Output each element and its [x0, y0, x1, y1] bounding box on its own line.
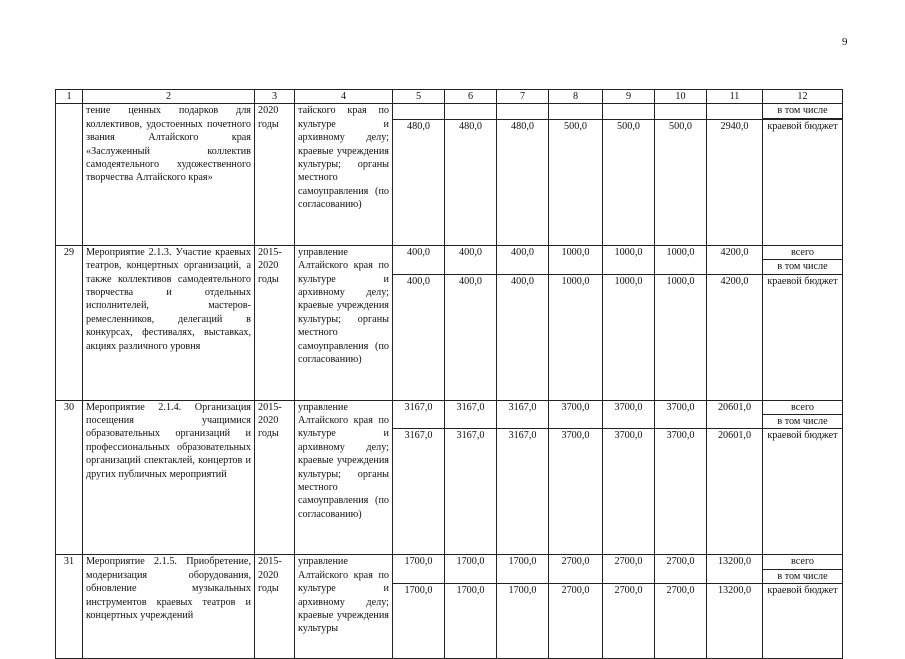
total-label: всего	[763, 555, 843, 569]
budget-value: 3700,0	[603, 429, 655, 555]
total-value	[707, 104, 763, 119]
budget-label: краевой бюджет	[763, 584, 843, 659]
budget-value: 3167,0	[497, 429, 549, 555]
total-value: 3700,0	[549, 400, 603, 429]
table-row	[56, 245, 843, 259]
budget-value: 500,0	[549, 119, 603, 245]
budget-value: 2700,0	[603, 584, 655, 659]
budget-value: 1000,0	[603, 274, 655, 400]
budget-value: 1000,0	[549, 274, 603, 400]
budget-label: краевой бюджет	[763, 429, 843, 555]
row-number: 31	[56, 555, 83, 659]
total-value: 2700,0	[603, 555, 655, 584]
budget-label: краевой бюджет	[763, 119, 843, 245]
total-value: 3167,0	[445, 400, 497, 429]
total-value: 1000,0	[655, 245, 707, 274]
column-number: 5	[393, 90, 445, 104]
activity-years: 2015-2020 годы	[255, 400, 295, 555]
budget-value: 500,0	[655, 119, 707, 245]
total-value: 1700,0	[445, 555, 497, 584]
activity-executor: управление Алтайского края по культуре и архивному делу; краевые учреждения культуры; органы местного самоуправления (по согласованию)	[295, 245, 393, 400]
budget-value: 1700,0	[445, 584, 497, 659]
column-number: 9	[603, 90, 655, 104]
total-value: 400,0	[393, 245, 445, 274]
budget-value: 3167,0	[445, 429, 497, 555]
total-value: 2700,0	[549, 555, 603, 584]
table-row	[56, 400, 843, 414]
subtotal-label: в том числе	[763, 415, 843, 429]
total-value: 3700,0	[655, 400, 707, 429]
total-value	[497, 104, 549, 119]
total-value	[445, 104, 497, 119]
budget-value: 400,0	[497, 274, 549, 400]
row-number: 29	[56, 245, 83, 400]
activity-executor: управление Алтайского края по культуре и архивному делу; краевые учреждения культуры	[295, 555, 393, 659]
activity-years: 2015-2020 годы	[255, 555, 295, 659]
budget-value: 1700,0	[393, 584, 445, 659]
subtotal-label: в том числе	[763, 569, 843, 583]
budget-value: 400,0	[393, 274, 445, 400]
activity-name: Мероприятие 2.1.3. Участие краевых театров, концертных организаций, а также коллективов самодеятельного творчества и отдельных исполнителей, мастеров-ремесленников, делегаций в конкурсах, фестивалях, выставках, акциях различного уровня	[83, 245, 255, 400]
subtotal-label: в том числе	[763, 260, 843, 274]
column-number: 4	[295, 90, 393, 104]
activity-name: Мероприятие 2.1.5. Приобретение, модернизация оборудования, обновление музыкальных инструментов краевых театров и концертных учреждений	[83, 555, 255, 659]
total-value: 3167,0	[393, 400, 445, 429]
row-number: 30	[56, 400, 83, 555]
column-number: 3	[255, 90, 295, 104]
total-value: 20601,0	[707, 400, 763, 429]
activity-years: 2015-2020 годы	[255, 245, 295, 400]
total-value	[549, 104, 603, 119]
budget-value: 400,0	[445, 274, 497, 400]
table-row	[56, 104, 843, 118]
budget-value: 500,0	[603, 119, 655, 245]
total-value: 1000,0	[603, 245, 655, 274]
budget-value: 2940,0	[707, 119, 763, 245]
budget-value: 3700,0	[549, 429, 603, 555]
column-number: 7	[497, 90, 549, 104]
total-value: 2700,0	[655, 555, 707, 584]
column-number: 8	[549, 90, 603, 104]
budget-value: 3167,0	[393, 429, 445, 555]
total-value: 13200,0	[707, 555, 763, 584]
column-number-row	[56, 90, 843, 104]
column-number: 1	[56, 90, 83, 104]
total-value: 400,0	[497, 245, 549, 274]
column-number: 2	[83, 90, 255, 104]
column-number: 12	[763, 90, 843, 104]
total-label: всего	[763, 400, 843, 414]
total-value: 1000,0	[549, 245, 603, 274]
total-value: 3700,0	[603, 400, 655, 429]
activity-executor: управление Алтайского края по культуре и архивному делу; краевые учреждения культуры; органы местного самоуправления (по согласованию)	[295, 400, 393, 555]
budget-label: краевой бюджет	[763, 274, 843, 400]
total-value: 3167,0	[497, 400, 549, 429]
column-number: 6	[445, 90, 497, 104]
budget-value: 20601,0	[707, 429, 763, 555]
budget-value: 13200,0	[707, 584, 763, 659]
budget-value: 2700,0	[655, 584, 707, 659]
total-value: 400,0	[445, 245, 497, 274]
budget-value: 2700,0	[549, 584, 603, 659]
activity-name: Мероприятие 2.1.4. Организация посещения учащимися образовательных организаций и профессиональных образовательных организаций спектаклей, концертов и других публичных мероприятий	[83, 400, 255, 555]
total-value	[603, 104, 655, 119]
total-value: 1700,0	[393, 555, 445, 584]
program-table	[55, 89, 843, 659]
column-number: 11	[707, 90, 763, 104]
budget-value: 3700,0	[655, 429, 707, 555]
subtotal-label: в том числе	[763, 104, 843, 118]
budget-value: 480,0	[497, 119, 549, 245]
column-number: 10	[655, 90, 707, 104]
activity-years: 2020 годы	[255, 104, 295, 245]
total-value	[393, 104, 445, 119]
budget-value: 480,0	[393, 119, 445, 245]
total-label: всего	[763, 245, 843, 259]
budget-value: 480,0	[445, 119, 497, 245]
page-number: 9	[842, 36, 848, 48]
budget-value: 1700,0	[497, 584, 549, 659]
total-value	[655, 104, 707, 119]
total-value: 4200,0	[707, 245, 763, 274]
activity-name: тение ценных подарков для коллективов, удостоенных почетного звания Алтайского края «Заслуженный коллектив самодеятельного художественного творчества Алтайского края»	[83, 104, 255, 245]
budget-value: 1000,0	[655, 274, 707, 400]
activity-executor: тайского края по культуре и архивному делу; краевые учреждения культуры; органы местного самоуправления (по согласованию)	[295, 104, 393, 245]
total-value: 1700,0	[497, 555, 549, 584]
row-number	[56, 104, 83, 245]
table-row	[56, 555, 843, 569]
budget-value: 4200,0	[707, 274, 763, 400]
